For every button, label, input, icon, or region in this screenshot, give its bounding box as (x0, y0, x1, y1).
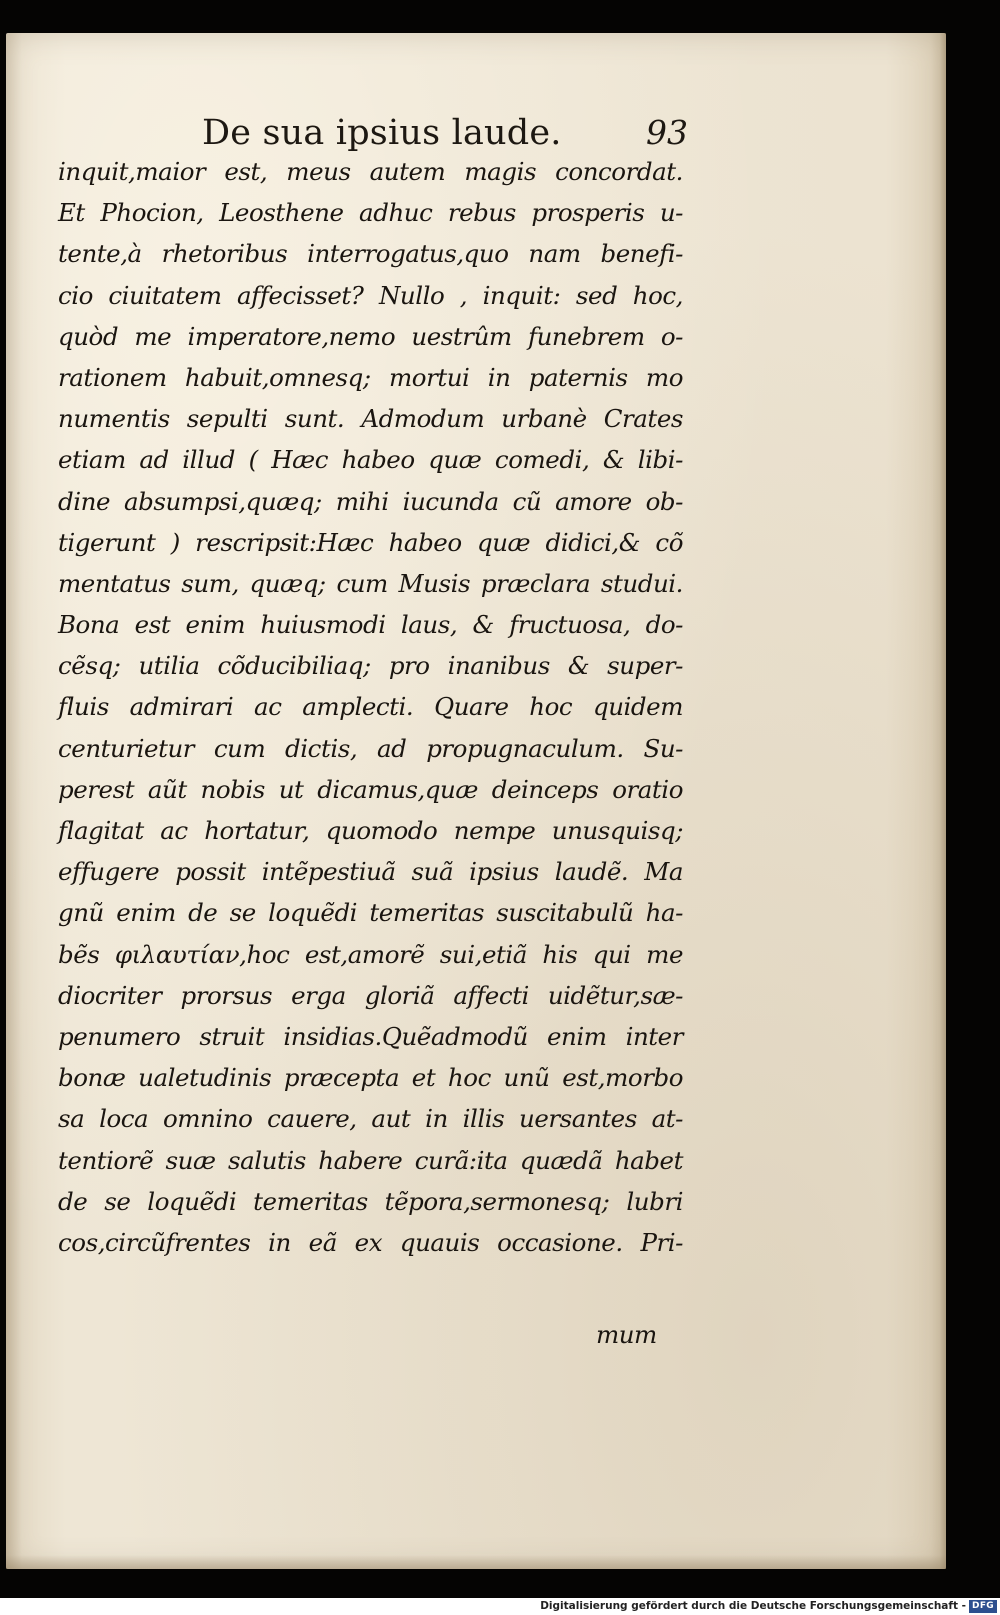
dfg-logo: DFG (969, 1600, 997, 1613)
text-line: bonæ ualetudinis præcepta et hoc unũ est,morbo (58, 1063, 683, 1093)
text-line: de se loquẽdi temeritas tẽpora,sermonesq; lubri (58, 1186, 683, 1216)
text-line: tentiorẽ suæ salutis habere curã:ita quædã habet (58, 1145, 683, 1175)
page-edge-bottom (6, 1555, 946, 1569)
text-line: bẽs φιλαυτίαν,hoc est,amorẽ sui,etiã his qui me (58, 939, 683, 969)
catchword: mum (596, 1320, 657, 1349)
text-line: mentatus sum, quæq; cum Musis præclara studui. (58, 568, 683, 598)
text-line: Bona est enim huiusmodi laus, & fructuosa, do- (58, 610, 683, 640)
text-line: fluis admirari ac amplecti. Quare hoc quidem (58, 692, 683, 722)
text-line: Et Phocion, Leosthene adhuc rebus prosperis u- (58, 198, 683, 228)
text-line: rationem habuit,omnesq; mortui in paternis mo (58, 362, 683, 392)
text-line: sa loca omnino cauere, aut in illis uersantes at- (58, 1104, 683, 1134)
text-line: centurietur cum dictis, ad propugnaculum. Su- (58, 733, 683, 763)
text-line: penumero struit insidias.Quẽadmodũ enim inter (58, 1021, 683, 1051)
page-edge-right (940, 33, 946, 1569)
text-line: tente,à rhetoribus interrogatus,quo nam benefi- (58, 239, 683, 269)
text-line: etiam ad illud ( Hæc habeo quæ comedi, & libi- (58, 445, 683, 475)
text-line: numentis sepulti sunt. Admodum urbanè Crates (58, 404, 683, 434)
page-number: 93 (646, 113, 688, 152)
running-head-title: De sua ipsius laude. (202, 113, 562, 153)
text-line: cio ciuitatem affecisset? Nullo , inquit: sed hoc, (58, 280, 683, 310)
funding-credit: Digitalisierung gefördert durch die Deutsche Forschungsgemeinschaft - (540, 1600, 966, 1612)
text-line: cos,circũfrentes in eã ex quauis occasione. Pri- (58, 1227, 683, 1257)
text-line: gnũ enim de se loquẽdi temeritas suscitabulũ ha- (58, 898, 683, 928)
text-line: flagitat ac hortatur, quomodo nempe unusquisq; (58, 816, 683, 845)
text-line: perest aũt nobis ut dicamus,quæ deinceps oratio (58, 774, 683, 804)
text-line: cẽsq; utilia cõducibiliaq; pro inanibus & super- (58, 651, 683, 681)
book-page (6, 33, 946, 1569)
text-line: tigerunt ) rescripsit:Hæc habeo quæ didici,& cõ (58, 527, 683, 557)
body-text (58, 151, 683, 1263)
text-line: inquit,maior est, meus autem magis concordat. (58, 157, 683, 186)
text-line: dine absumpsi,quæq; mihi iucunda cũ amore ob- (58, 486, 683, 516)
running-head (6, 109, 946, 157)
text-line: diocriter prorsus erga gloriã affecti uidẽtur,sæ- (58, 980, 683, 1010)
text-line: effugere possit intẽpestiuã suã ipsius laudẽ. Ma (58, 857, 683, 887)
footer-bar (0, 1598, 1000, 1615)
text-line: quòd me imperatore,nemo uestrûm funebrem o- (58, 321, 683, 351)
